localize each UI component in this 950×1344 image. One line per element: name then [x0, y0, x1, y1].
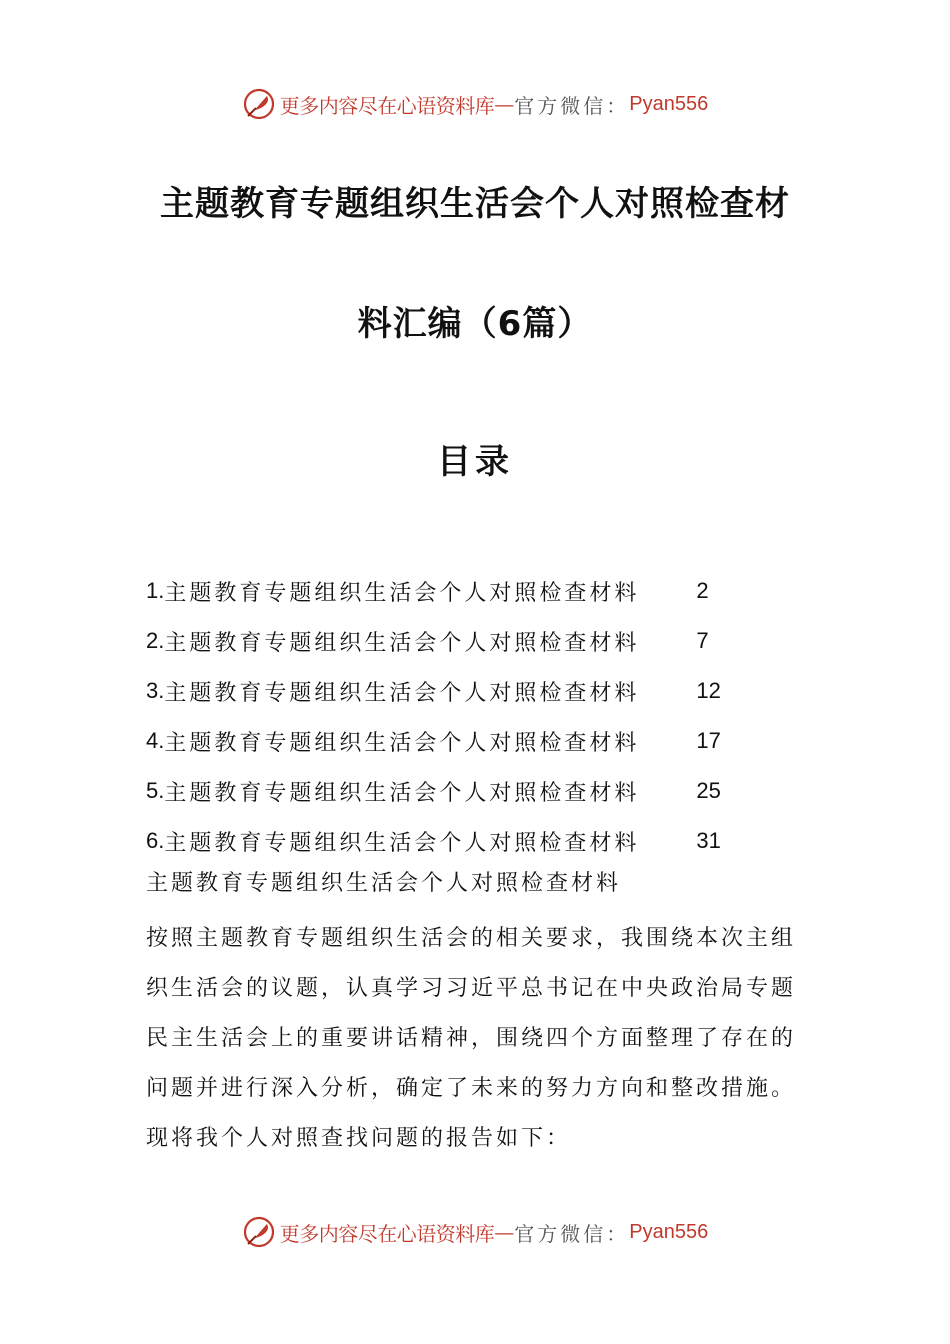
feather-pen-logo-icon: [242, 87, 276, 121]
toc-entry-page: 7: [696, 628, 709, 653]
watermark-text: 更多内容尽在心语资料库: [279, 93, 495, 118]
document-title-line-2: 料汇编（6篇）: [357, 304, 593, 344]
toc-entry-title: 主题教育专题组织生活会个人对照检查材料: [164, 680, 640, 706]
toc-entry-page: 25: [696, 778, 721, 803]
toc-entry-page: 12: [696, 678, 721, 703]
toc-entry-title: 主题教育专题组织生活会个人对照检查材料: [164, 580, 640, 606]
document-title-line-1: 主题教育专题组织生活会个人对照检查材: [160, 184, 790, 224]
toc-entry[interactable]: [146, 666, 766, 716]
header-watermark: [0, 84, 950, 124]
toc-entry-number: 6.: [146, 828, 165, 853]
toc-entry-number: 3.: [146, 678, 165, 703]
toc-entry-number: 5.: [146, 778, 165, 803]
toc-entry-title: 主题教育专题组织生活会个人对照检查材料: [164, 630, 640, 656]
toc-entry[interactable]: [146, 566, 766, 616]
toc-heading: 目录: [437, 442, 513, 482]
footer-watermark: [0, 1212, 950, 1252]
section-heading: 主题教育专题组织生活会个人对照检查材料: [146, 871, 622, 896]
feather-pen-logo-icon: [242, 1215, 276, 1249]
watermark-label: 官方微信：: [514, 93, 630, 118]
toc-entry[interactable]: [146, 616, 766, 666]
toc-entry-number: 2.: [146, 628, 165, 653]
toc-entry-page: 2: [696, 578, 709, 603]
watermark-wechat-id: Pyan556: [629, 1220, 709, 1243]
watermark-wechat-id: Pyan556: [629, 92, 709, 115]
watermark-separator: —: [494, 1220, 515, 1244]
watermark-separator: —: [494, 92, 515, 116]
toc-entry[interactable]: [146, 766, 766, 816]
body-paragraph: 按照主题教育专题组织生活会的相关要求，我围绕本次主组织生活会的议题，认真学习习近平总书记在中央政治局专题民主生活会上的重要讲话精神，围绕四个方面整理了存在的问题并进行深入分析，确定了未来的努力方向和整改措施。现将我个人对照查找问题的报告如下：: [146, 926, 797, 1151]
toc-entry-page: 31: [696, 828, 721, 853]
toc-entry[interactable]: [146, 716, 766, 766]
toc-entry-number: 1.: [146, 578, 165, 603]
toc-entry-title: 主题教育专题组织生活会个人对照检查材料: [164, 780, 640, 806]
toc-entry[interactable]: [146, 816, 766, 866]
watermark-label: 官方微信：: [514, 1221, 630, 1246]
toc-entry-page: 17: [696, 728, 721, 753]
table-of-contents: [146, 566, 766, 866]
toc-entry-number: 4.: [146, 728, 165, 753]
toc-entry-title: 主题教育专题组织生活会个人对照检查材料: [164, 730, 640, 756]
toc-entry-title: 主题教育专题组织生活会个人对照检查材料: [164, 830, 640, 856]
watermark-text: 更多内容尽在心语资料库: [279, 1221, 495, 1246]
